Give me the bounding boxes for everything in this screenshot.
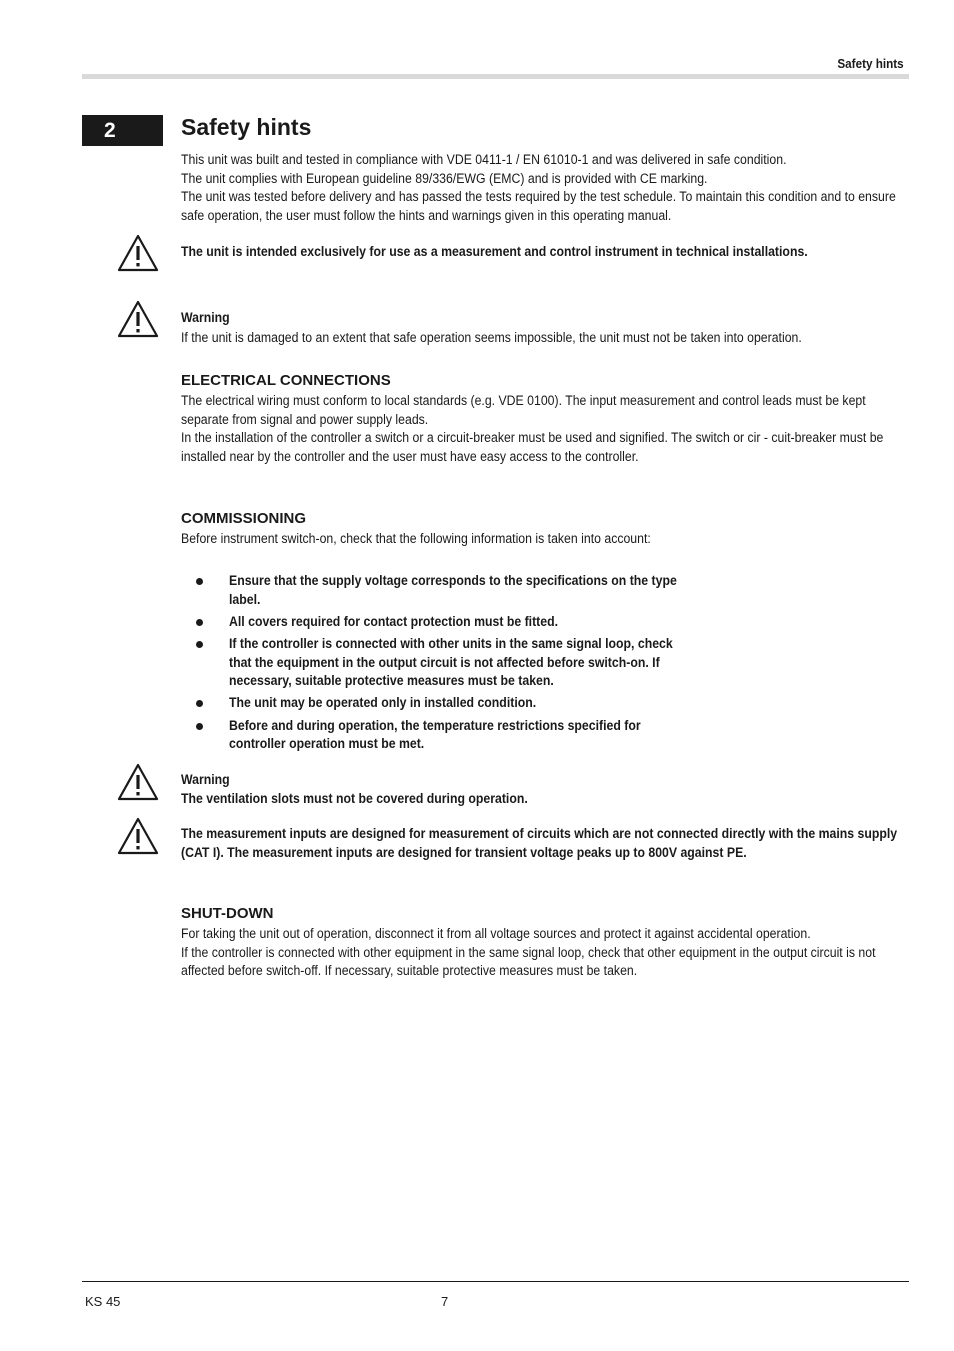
footer-model: KS 45 — [85, 1294, 121, 1309]
section-heading: SHUT-DOWN — [181, 905, 274, 922]
section-heading: COMMISSIONING — [181, 510, 307, 527]
notice-text: If the unit is damaged to an extent that safe operation seems impossible, the unit must not be taken into operation. — [181, 329, 802, 345]
list-item — [181, 613, 906, 632]
notice-ventilation-warning — [181, 771, 906, 808]
header-rule — [82, 74, 909, 79]
shutdown-section — [181, 904, 906, 981]
list-item — [181, 635, 906, 691]
running-header-title: Safety hints — [837, 56, 904, 71]
section-paragraph: Before instrument switch-on, check that the following information is taken into account: — [181, 531, 651, 546]
intro-line: This unit was built and tested in compliance with VDE 0411-1 / EN 61010-1 and was delivered in safe condition. — [181, 152, 787, 167]
notice-measurement-inputs — [181, 825, 906, 862]
footer-rule — [82, 1281, 909, 1282]
intro-line: The unit complies with European guideline 89/336/EWG (EMC) and is provided with CE marking. — [181, 170, 708, 186]
notice-text: The unit is intended exclusively for use as a measurement and control instrument in technical installations. — [181, 244, 808, 259]
notice-text: The ventilation slots must not be covered during operation. — [181, 790, 528, 806]
commissioning-section — [181, 509, 906, 549]
page-number: 7 — [441, 1294, 449, 1309]
bullet-icon — [196, 641, 203, 648]
section-paragraph: If the controller is connected with other equipment in the same signal loop, check that other equipment in the output circuit is not affected before switch-off. If necessary, suitable protective measures must be taken. — [181, 944, 876, 979]
section-heading: ELECTRICAL CONNECTIONS — [181, 372, 391, 389]
bullet-icon — [196, 619, 203, 626]
list-item — [181, 717, 906, 754]
electrical-connections-section — [181, 371, 906, 466]
warning-label: Warning — [181, 772, 230, 787]
notice-text: The measurement inputs are designed for measurement of circuits which are not connected directly with the mains supply (CAT I). The measurement inputs are designed for transient voltage peaks up to 800V against PE. — [181, 826, 898, 860]
section-paragraph: For taking the unit out of operation, disconnect it from all voltage sources and protect it against accidental operation. — [181, 926, 811, 941]
chapter-number-box: 2 — [82, 115, 163, 146]
list-item-text: Ensure that the supply voltage corresponds to the specifications on the type label. — [229, 573, 677, 607]
section-paragraph: In the installation of the controller a switch or a circuit-breaker must be used and signified. The switch or cir - cuit-breaker must be installed near by the controller and the user must have easy access to the controller. — [181, 430, 884, 464]
section-paragraph: The electrical wiring must conform to local standards (e.g. VDE 0100). The input measurement and control leads must be kept separate from signal and power supply leads. — [181, 393, 866, 427]
list-item — [181, 694, 906, 713]
warning-label: Warning — [181, 310, 230, 325]
warning-triangle-icon — [117, 817, 159, 855]
bullet-icon — [196, 700, 203, 707]
chapter-title: Safety hints — [181, 114, 312, 140]
notice-intended-use — [181, 243, 841, 262]
list-item — [181, 572, 906, 609]
bullet-icon — [196, 723, 203, 730]
commissioning-checklist — [181, 572, 906, 757]
bullet-icon — [196, 578, 203, 585]
list-item-text: The unit may be operated only in installed condition. — [229, 695, 537, 711]
intro-section — [181, 151, 906, 225]
list-item-text: Before and during operation, the temperature restrictions specified for controller operation must be met. — [229, 717, 641, 752]
warning-triangle-icon — [117, 234, 159, 272]
list-item-text: If the controller is connected with other units in the same signal loop, check that the equipment in the output circuit is not affected before switch-on. If necessary, suitable protective measures must be taken. — [229, 635, 673, 689]
list-item-text: All covers required for contact protection must be fitted. — [229, 613, 559, 629]
warning-triangle-icon — [117, 763, 159, 801]
warning-triangle-icon — [117, 300, 159, 338]
intro-paragraph: The unit was tested before delivery and has passed the tests required by the test schedule. To maintain this condition and to ensure safe operation, the user must follow the hints and warnings given in this operating manual. — [181, 189, 896, 223]
notice-damage-warning — [181, 309, 906, 347]
